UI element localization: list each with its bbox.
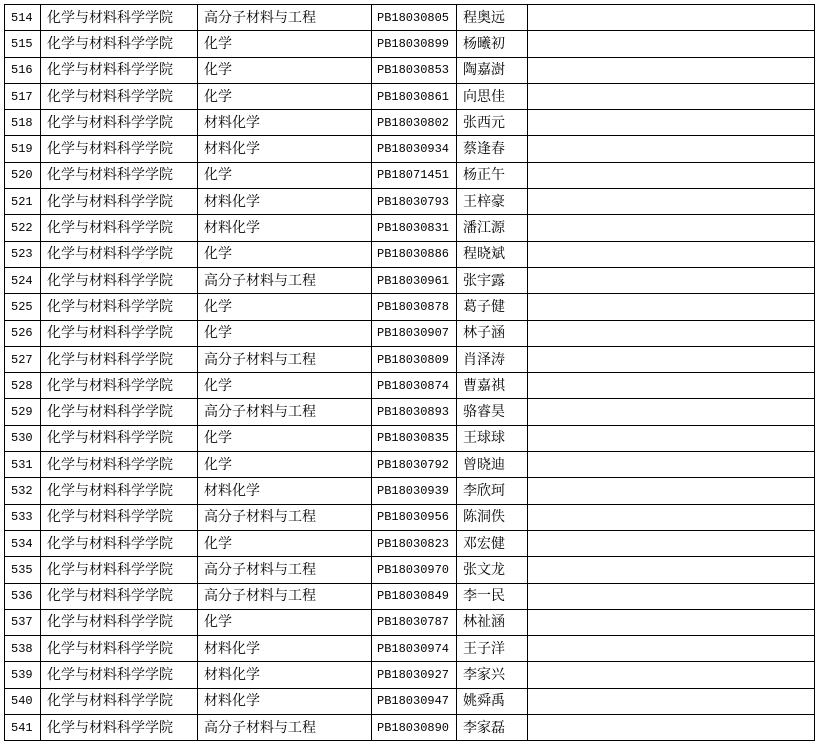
student-name-cell: 李一民 [457,583,528,609]
table-row [5,557,815,583]
student-name-cell: 李家磊 [457,715,528,741]
student-id-cell: PB18030831 [372,215,457,241]
student-name-cell: 李欣珂 [457,478,528,504]
student-name-cell: 杨正午 [457,162,528,188]
student-id-cell: PB18030809 [372,346,457,372]
student-id-cell: PB18071451 [372,162,457,188]
school-cell: 化学与材料科学学院 [41,715,198,741]
student-id-cell: PB18030886 [372,241,457,267]
student-name-cell: 曹嘉祺 [457,373,528,399]
empty-cell [528,636,815,662]
major-cell: 材料化学 [198,478,372,504]
table-row [5,688,815,714]
empty-cell [528,136,815,162]
student-id-cell: PB18030802 [372,110,457,136]
school-cell: 化学与材料科学学院 [41,162,198,188]
row-number: 524 [5,267,41,293]
school-cell: 化学与材料科学学院 [41,110,198,136]
school-cell: 化学与材料科学学院 [41,57,198,83]
empty-cell [528,425,815,451]
school-cell: 化学与材料科学学院 [41,320,198,346]
student-name-cell: 王子洋 [457,636,528,662]
empty-cell [528,399,815,425]
student-id-cell: PB18030947 [372,688,457,714]
table-row [5,215,815,241]
student-id-cell: PB18030878 [372,294,457,320]
student-id-cell: PB18030849 [372,583,457,609]
student-id-cell: PB18030907 [372,320,457,346]
table-row [5,110,815,136]
table-row [5,583,815,609]
school-cell: 化学与材料科学学院 [41,5,198,31]
row-number: 535 [5,557,41,583]
empty-cell [528,5,815,31]
table-row [5,346,815,372]
row-number: 520 [5,162,41,188]
student-id-cell: PB18030793 [372,189,457,215]
student-name-cell: 张宇露 [457,267,528,293]
student-name-cell: 林子涵 [457,320,528,346]
school-cell: 化学与材料科学学院 [41,346,198,372]
empty-cell [528,557,815,583]
school-cell: 化学与材料科学学院 [41,215,198,241]
major-cell: 化学 [198,320,372,346]
major-cell: 化学 [198,31,372,57]
student-name-cell: 李家兴 [457,662,528,688]
student-name-cell: 张文龙 [457,557,528,583]
school-cell: 化学与材料科学学院 [41,504,198,530]
school-cell: 化学与材料科学学院 [41,241,198,267]
row-number: 528 [5,373,41,399]
school-cell: 化学与材料科学学院 [41,452,198,478]
empty-cell [528,688,815,714]
student-id-cell: PB18030835 [372,425,457,451]
table-body [5,5,815,741]
student-id-cell: PB18030890 [372,715,457,741]
row-number: 518 [5,110,41,136]
table-row [5,662,815,688]
student-id-cell: PB18030861 [372,83,457,109]
student-name-cell: 陈洞佚 [457,504,528,530]
row-number: 531 [5,452,41,478]
major-cell: 化学 [198,425,372,451]
empty-cell [528,452,815,478]
student-name-cell: 潘江源 [457,215,528,241]
table-row [5,136,815,162]
table-row [5,83,815,109]
school-cell: 化学与材料科学学院 [41,267,198,293]
student-name-cell: 曾晓迪 [457,452,528,478]
major-cell: 高分子材料与工程 [198,557,372,583]
table-row [5,57,815,83]
table-row [5,399,815,425]
table-row [5,31,815,57]
row-number: 529 [5,399,41,425]
major-cell: 高分子材料与工程 [198,504,372,530]
student-id-cell: PB18030934 [372,136,457,162]
row-number: 522 [5,215,41,241]
empty-cell [528,267,815,293]
empty-cell [528,504,815,530]
major-cell: 高分子材料与工程 [198,346,372,372]
row-number: 525 [5,294,41,320]
student-id-cell: PB18030874 [372,373,457,399]
student-id-cell: PB18030956 [372,504,457,530]
row-number: 514 [5,5,41,31]
student-name-cell: 王球球 [457,425,528,451]
row-number: 515 [5,31,41,57]
empty-cell [528,346,815,372]
student-id-cell: PB18030805 [372,5,457,31]
empty-cell [528,57,815,83]
major-cell: 化学 [198,609,372,635]
table-row [5,452,815,478]
empty-cell [528,83,815,109]
student-name-cell: 向思佳 [457,83,528,109]
major-cell: 高分子材料与工程 [198,715,372,741]
major-cell: 材料化学 [198,189,372,215]
major-cell: 化学 [198,83,372,109]
student-name-cell: 程晓斌 [457,241,528,267]
table-row [5,373,815,399]
table-row [5,609,815,635]
student-name-cell: 杨曦初 [457,31,528,57]
row-number: 516 [5,57,41,83]
row-number: 541 [5,715,41,741]
table-row [5,189,815,215]
school-cell: 化学与材料科学学院 [41,557,198,583]
student-id-cell: PB18030853 [372,57,457,83]
table-row [5,241,815,267]
table-row [5,5,815,31]
row-number: 538 [5,636,41,662]
major-cell: 材料化学 [198,110,372,136]
school-cell: 化学与材料科学学院 [41,478,198,504]
major-cell: 材料化学 [198,688,372,714]
student-name-cell: 肖泽涛 [457,346,528,372]
student-id-cell: PB18030970 [372,557,457,583]
table-row [5,715,815,741]
school-cell: 化学与材料科学学院 [41,609,198,635]
empty-cell [528,583,815,609]
school-cell: 化学与材料科学学院 [41,425,198,451]
row-number: 526 [5,320,41,346]
student-id-cell: PB18030974 [372,636,457,662]
row-number: 530 [5,425,41,451]
table-row [5,294,815,320]
student-id-cell: PB18030792 [372,452,457,478]
student-id-cell: PB18030927 [372,662,457,688]
table-row [5,504,815,530]
table-row [5,530,815,556]
major-cell: 化学 [198,241,372,267]
empty-cell [528,189,815,215]
empty-cell [528,478,815,504]
school-cell: 化学与材料科学学院 [41,136,198,162]
school-cell: 化学与材料科学学院 [41,189,198,215]
school-cell: 化学与材料科学学院 [41,583,198,609]
row-number: 539 [5,662,41,688]
table-row [5,162,815,188]
empty-cell [528,530,815,556]
student-id-cell: PB18030961 [372,267,457,293]
empty-cell [528,241,815,267]
row-number: 523 [5,241,41,267]
row-number: 521 [5,189,41,215]
major-cell: 材料化学 [198,662,372,688]
table-row [5,267,815,293]
school-cell: 化学与材料科学学院 [41,399,198,425]
table-row [5,320,815,346]
table-row [5,425,815,451]
major-cell: 材料化学 [198,215,372,241]
student-name-cell: 姚舜禹 [457,688,528,714]
major-cell: 化学 [198,373,372,399]
student-name-cell: 林祉涵 [457,609,528,635]
table-row [5,478,815,504]
major-cell: 材料化学 [198,636,372,662]
student-id-cell: PB18030823 [372,530,457,556]
school-cell: 化学与材料科学学院 [41,636,198,662]
student-name-cell: 蔡逢春 [457,136,528,162]
student-name-cell: 骆睿昊 [457,399,528,425]
major-cell: 化学 [198,294,372,320]
student-name-cell: 陶嘉澍 [457,57,528,83]
major-cell: 材料化学 [198,136,372,162]
empty-cell [528,215,815,241]
student-id-cell: PB18030787 [372,609,457,635]
empty-cell [528,715,815,741]
school-cell: 化学与材料科学学院 [41,294,198,320]
empty-cell [528,373,815,399]
empty-cell [528,662,815,688]
row-number: 527 [5,346,41,372]
student-name-cell: 王梓豪 [457,189,528,215]
row-number: 540 [5,688,41,714]
row-number: 517 [5,83,41,109]
major-cell: 化学 [198,452,372,478]
student-id-cell: PB18030893 [372,399,457,425]
empty-cell [528,110,815,136]
major-cell: 高分子材料与工程 [198,399,372,425]
empty-cell [528,294,815,320]
major-cell: 高分子材料与工程 [198,5,372,31]
school-cell: 化学与材料科学学院 [41,373,198,399]
table-row [5,636,815,662]
student-list-table [4,4,815,741]
school-cell: 化学与材料科学学院 [41,662,198,688]
row-number: 536 [5,583,41,609]
empty-cell [528,320,815,346]
row-number: 537 [5,609,41,635]
school-cell: 化学与材料科学学院 [41,83,198,109]
row-number: 532 [5,478,41,504]
row-number: 534 [5,530,41,556]
row-number: 533 [5,504,41,530]
school-cell: 化学与材料科学学院 [41,31,198,57]
student-name-cell: 邓宏健 [457,530,528,556]
student-name-cell: 程奥远 [457,5,528,31]
student-name-cell: 张西元 [457,110,528,136]
student-id-cell: PB18030899 [372,31,457,57]
major-cell: 化学 [198,57,372,83]
empty-cell [528,162,815,188]
school-cell: 化学与材料科学学院 [41,688,198,714]
major-cell: 化学 [198,530,372,556]
row-number: 519 [5,136,41,162]
school-cell: 化学与材料科学学院 [41,530,198,556]
student-name-cell: 葛子健 [457,294,528,320]
empty-cell [528,31,815,57]
major-cell: 高分子材料与工程 [198,267,372,293]
student-id-cell: PB18030939 [372,478,457,504]
empty-cell [528,609,815,635]
major-cell: 化学 [198,162,372,188]
major-cell: 高分子材料与工程 [198,583,372,609]
